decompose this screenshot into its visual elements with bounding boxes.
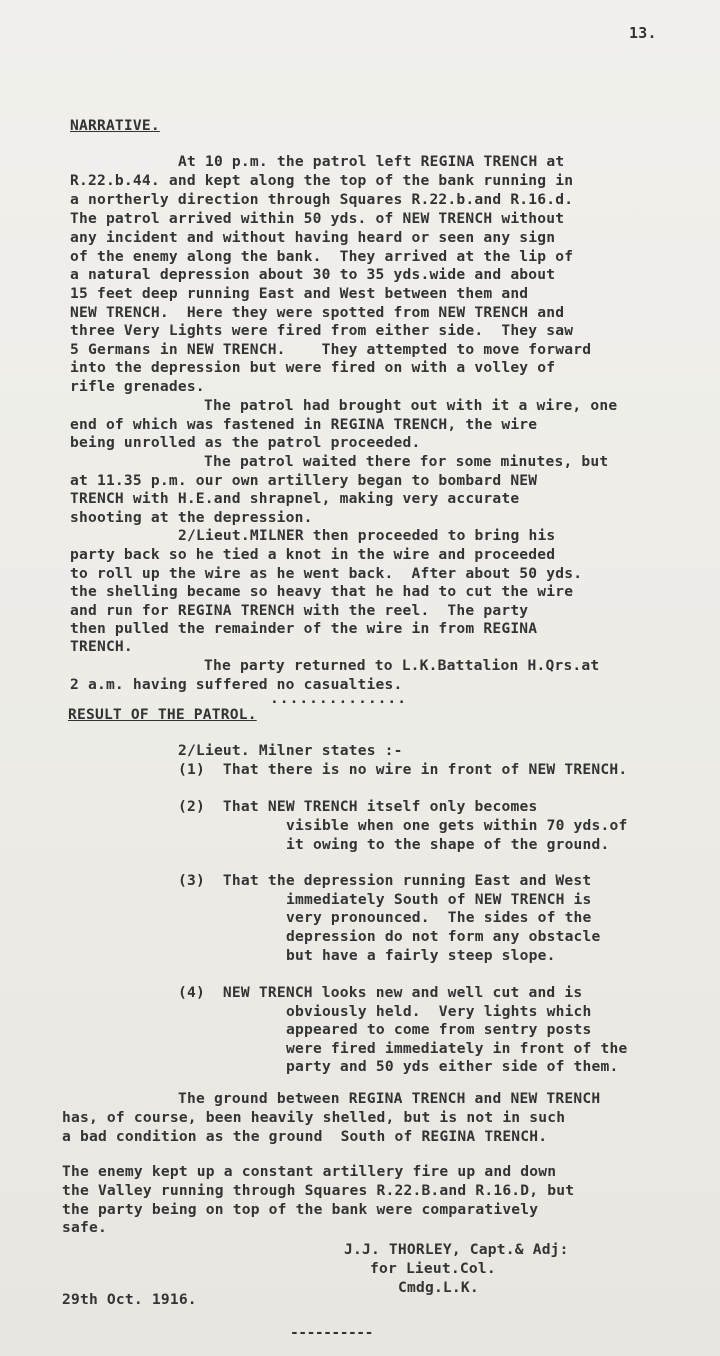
narrative-line: into the depression but were fired on with a volley of — [70, 359, 556, 376]
finding-line: immediately South of NEW TRENCH is — [286, 891, 592, 908]
end-rule: ---------- — [290, 1324, 373, 1341]
ground-line: a bad condition as the ground South of REGINA TRENCH. — [62, 1128, 548, 1145]
narrative-heading: NARRATIVE. — [70, 117, 160, 134]
narrative-line: NEW TRENCH. Here they were spotted from NEW TRENCH and — [70, 304, 565, 321]
finding-line: depression do not form any obstacle — [286, 928, 601, 945]
enemy-line: The enemy kept up a constant artillery fire up and down — [62, 1163, 557, 1180]
narrative-line: At 10 p.m. the patrol left REGINA TRENCH at — [178, 153, 565, 170]
narrative-line: any incident and without having heard or seen any sign — [70, 229, 556, 246]
narrative-line: R.22.b.44. and kept along the top of the bank running in — [70, 172, 574, 189]
enemy-line: the Valley running through Squares R.22.B.and R.16.D, but — [62, 1182, 575, 1199]
enemy-line: the party being on top of the bank were comparatively — [62, 1201, 539, 1218]
narrative-line: a natural depression about 30 to 35 yds.wide and about — [70, 266, 556, 283]
finding-line: (3) That the depression running East and West — [178, 872, 592, 889]
narrative-line: at 11.35 p.m. our own artillery began to bombard NEW — [70, 472, 538, 489]
finding-line: were fired immediately in front of the — [286, 1040, 628, 1057]
narrative-line: being unrolled as the patrol proceeded. — [70, 434, 421, 451]
enemy-line: safe. — [62, 1219, 107, 1236]
narrative-line: then pulled the remainder of the wire in from REGINA — [70, 620, 538, 637]
narrative-line: TRENCH with H.E.and shrapnel, making very accurate — [70, 490, 520, 507]
finding-line: but have a fairly steep slope. — [286, 947, 556, 964]
narrative-line: The party returned to L.K.Battalion H.Qrs.at — [204, 657, 600, 674]
narrative-line: the shelling became so heavy that he had to cut the wire — [70, 583, 574, 600]
signature-line: Cmdg.L.K. — [398, 1279, 479, 1296]
narrative-line: The patrol arrived within 50 yds. of NEW TRENCH without — [70, 210, 565, 227]
finding-line: appeared to come from sentry posts — [286, 1021, 592, 1038]
finding-line: (1) That there is no wire in front of NEW TRENCH. — [178, 761, 628, 778]
narrative-line: 15 feet deep running East and West between them and — [70, 285, 529, 302]
finding-line: obviously held. Very lights which — [286, 1003, 592, 1020]
page-number: 13. — [629, 24, 657, 42]
document-date: 29th Oct. 1916. — [62, 1291, 197, 1308]
finding-line: very pronounced. The sides of the — [286, 909, 592, 926]
narrative-line: 5 Germans in NEW TRENCH. They attempted to move forward — [70, 341, 592, 358]
narrative-line: to roll up the wire as he went back. After about 50 yds. — [70, 565, 583, 582]
result-heading: RESULT OF THE PATROL. — [68, 706, 257, 723]
narrative-line: The patrol waited there for some minutes, but — [204, 453, 609, 470]
narrative-line: The patrol had brought out with it a wire, one — [204, 397, 618, 414]
narrative-line: a northerly direction through Squares R.22.b.and R.16.d. — [70, 191, 574, 208]
finding-line: party and 50 yds either side of them. — [286, 1058, 619, 1075]
separator-dots: .............. — [270, 690, 408, 707]
narrative-line: 2 a.m. having suffered no casualties. — [70, 676, 403, 693]
milner-states: 2/Lieut. Milner states :- — [178, 742, 403, 759]
narrative-line: 2/Lieut.MILNER then proceeded to bring his — [178, 527, 556, 544]
narrative-line: shooting at the depression. — [70, 509, 313, 526]
finding-line: (4) NEW TRENCH looks new and well cut and is — [178, 984, 583, 1001]
narrative-line: rifle grenades. — [70, 378, 205, 395]
narrative-line: end of which was fastened in REGINA TRENCH, the wire — [70, 416, 538, 433]
finding-line: visible when one gets within 70 yds.of — [286, 817, 628, 834]
narrative-line: three Very Lights were fired from either side. They saw — [70, 322, 574, 339]
narrative-line: of the enemy along the bank. They arrived at the lip of — [70, 248, 574, 265]
narrative-line: party back so he tied a knot in the wire and proceeded — [70, 546, 556, 563]
narrative-line: TRENCH. — [70, 638, 133, 655]
signature-line: for Lieut.Col. — [370, 1260, 496, 1277]
finding-line: it owing to the shape of the ground. — [286, 836, 610, 853]
ground-line: has, of course, been heavily shelled, but is not in such — [62, 1109, 566, 1126]
signature-line: J.J. THORLEY, Capt.& Adj: — [344, 1241, 569, 1258]
narrative-line: and run for REGINA TRENCH with the reel. The party — [70, 602, 529, 619]
ground-line: The ground between REGINA TRENCH and NEW TRENCH — [178, 1090, 601, 1107]
finding-line: (2) That NEW TRENCH itself only becomes — [178, 798, 538, 815]
